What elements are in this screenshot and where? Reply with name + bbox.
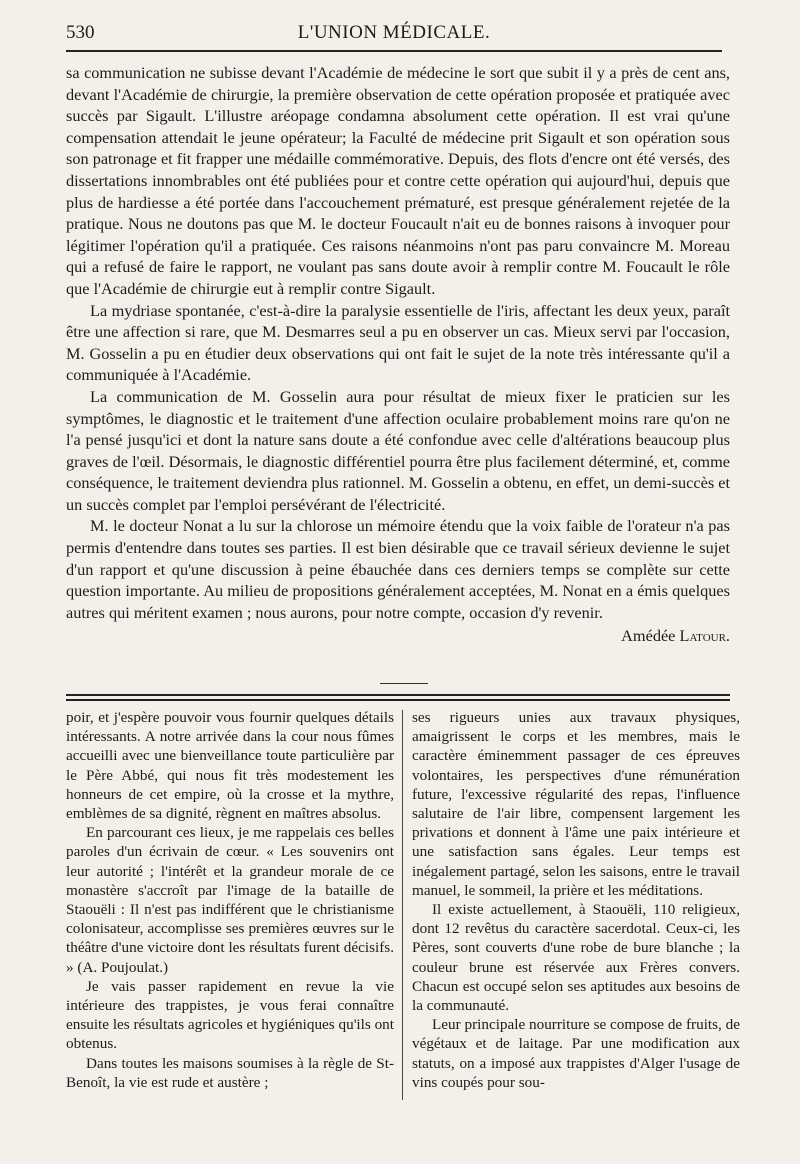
author-last-name: Latour. — [679, 626, 730, 646]
article-paragraph-1: sa communication ne subisse devant l'Académie de médecine le sort que subit il y a près de cent ans, devant l'Académie de chirurgie, la première observation de cette opération proposée et pratiquée avec succès par Sigault. L'illustre aréopage condamna absolument cette opération. Il est vrai qu'une compensation attendait le jeune opérateur; la Faculté de médecine prit Sigault et son opération sous son patronage et fit frapper une médaille commémorative. Depuis, des flots d'encre ont été versés, des dissertations innombrables ont été publiées pour et contre cette opération qui aujourd'hui, depuis que plus de hardiesse a été portée dans l'accouchement prématuré, est presque généralement rejetée de la pratique. Nous ne doutons pas que M. le docteur Foucault n'ait eu de bonnes raisons à invoquer pour légitimer l'opération qu'il a pratiquée. Ces raisons néanmoins n'ont pas paru convaincre M. Moreau qui a refusé de faire le rapport, ne voulant pas sans doute avoir à remplir contre M. Foucault le rôle que l'Académie de chirurgie eut à remplir contre Sigault. — [66, 63, 730, 298]
feuilleton-right-column — [412, 708, 740, 1092]
left-paragraph-2: En parcourant ces lieux, je me rappelais ces belles paroles d'un écrivain de cœur. « Les souvenirs ont leur autorité ; l'intérêt et la grandeur morale de ce monastère s'accroît par l'image de la bataille de Staouëli : Il n'est pas indifférent que le christianisme colonisateur, accomplisse ses premières œuvres sur le théâtre d'une victoire dont les résultats furent décisifs. » (A. Poujoulat.) — [66, 824, 394, 976]
header-rule — [66, 50, 722, 52]
right-paragraph-3: Leur principale nourriture se compose de fruits, de végétaux et de laitage. Par une modification aux statuts, on a imposé aux trappistes d'Alger l'usage de vins coupés pour sou- — [412, 1016, 740, 1091]
page-header — [66, 20, 722, 46]
page-number: 530 — [66, 22, 95, 43]
running-title: L'UNION MÉDICALE. — [297, 22, 491, 43]
right-paragraph-2: Il existe actuellement, à Staouëli, 110 religieux, dont 12 revêtus du caractère sacerdotal. Ceux-ci, les Pères, sont couverts d'une robe de bure blanche ; la couleur brune est réservée aux Frères convers. Chacun est occupé selon ses aptitudes aux besoins de la communauté. — [412, 901, 740, 1015]
author-signature — [66, 625, 730, 647]
feuilleton-left-column — [66, 708, 394, 1092]
main-article — [66, 62, 730, 647]
section-rule-lower — [66, 699, 730, 701]
author-first-name: Amédée — [621, 626, 676, 646]
left-paragraph-1: poir, et j'espère pouvoir vous fournir quelques détails intéressants. A notre arrivée dans la cour nous fûmes accueilli avec une bienveillance toute particulière par le Père Abbé, qui nous fit très modestement les honneurs de cet empire, où la crosse et la mythre, emblèmes de sa dignité, règnent en maîtres absolus. — [66, 709, 394, 823]
left-paragraph-4: Dans toutes les maisons soumises à la règle de St-Benoît, la vie est rude et austère ; — [66, 1054, 394, 1091]
section-rule-upper — [66, 694, 730, 696]
signature-rule — [380, 683, 428, 684]
column-divider — [402, 710, 403, 1100]
article-paragraph-2: La mydriase spontanée, c'est-à-dire la paralysie essentielle de l'iris, affectant les deux yeux, paraît être une affection si rare, que M. Desmarres seul a pu en observer un cas. Mieux servi par l'occasion, M. Gosselin a pu en étudier deux observations qui ont fait le sujet de la note très intéressante qu'il a communiquée à l'Académie. — [66, 300, 730, 385]
article-paragraph-4: M. le docteur Nonat a lu sur la chlorose un mémoire étendu que la voix faible de l'orateur n'a pas permis d'entendre dans toutes ses parties. Il est bien désirable que ce travail sérieux devienne le sujet d'un rapport et qu'une discussion à peine ébauchée dans ces derniers temps se complète sur cette question importante. Au milieu de propositions généralement acceptées, M. Nonat en a émis quelques autres qui méritent examen ; nous aurons, pour notre compte, occasion d'y revenir. — [66, 516, 730, 622]
right-paragraph-1: ses rigueurs unies aux travaux physiques, amaigrissent le corps et les membres, mais le caractère éminemment passager de ces épreuves volontaires, les perspectives d'une rémunération future, l'excessive régularité des repas, l'influence salutaire de l'air libre, compensent largement les privations et donnent à l'âme une paix intérieure et une satisfaction sans égales. Leur temps est inégalement partagé, selon les saisons, entre le travail manuel, le sommeil, la prière et les méditations. — [412, 709, 740, 899]
article-paragraph-3: La communication de M. Gosselin aura pour résultat de mieux fixer le praticien sur les symptômes, le diagnostic et le traitement d'une affection oculaire probablement moins rare qu'on ne l'a pensé jusqu'ici et dont la nature sans doute a été confondue avec celle d'altérations beaucoup plus graves de l'œil. Désormais, le diagnostic différentiel pourra être plus facilement déterminé, et, comme conséquence, le traitement deviendra plus rationnel. M. Gosselin a obtenu, en effet, un demi-succès et un succès complet par l'emploi persévérant de l'électricité. — [66, 386, 730, 514]
left-paragraph-3: Je vais passer rapidement en revue la vie intérieure des trappistes, je vous ferai connaître ensuite les résultats agricoles et hygiéniques qu'ils ont obtenus. — [66, 977, 394, 1053]
